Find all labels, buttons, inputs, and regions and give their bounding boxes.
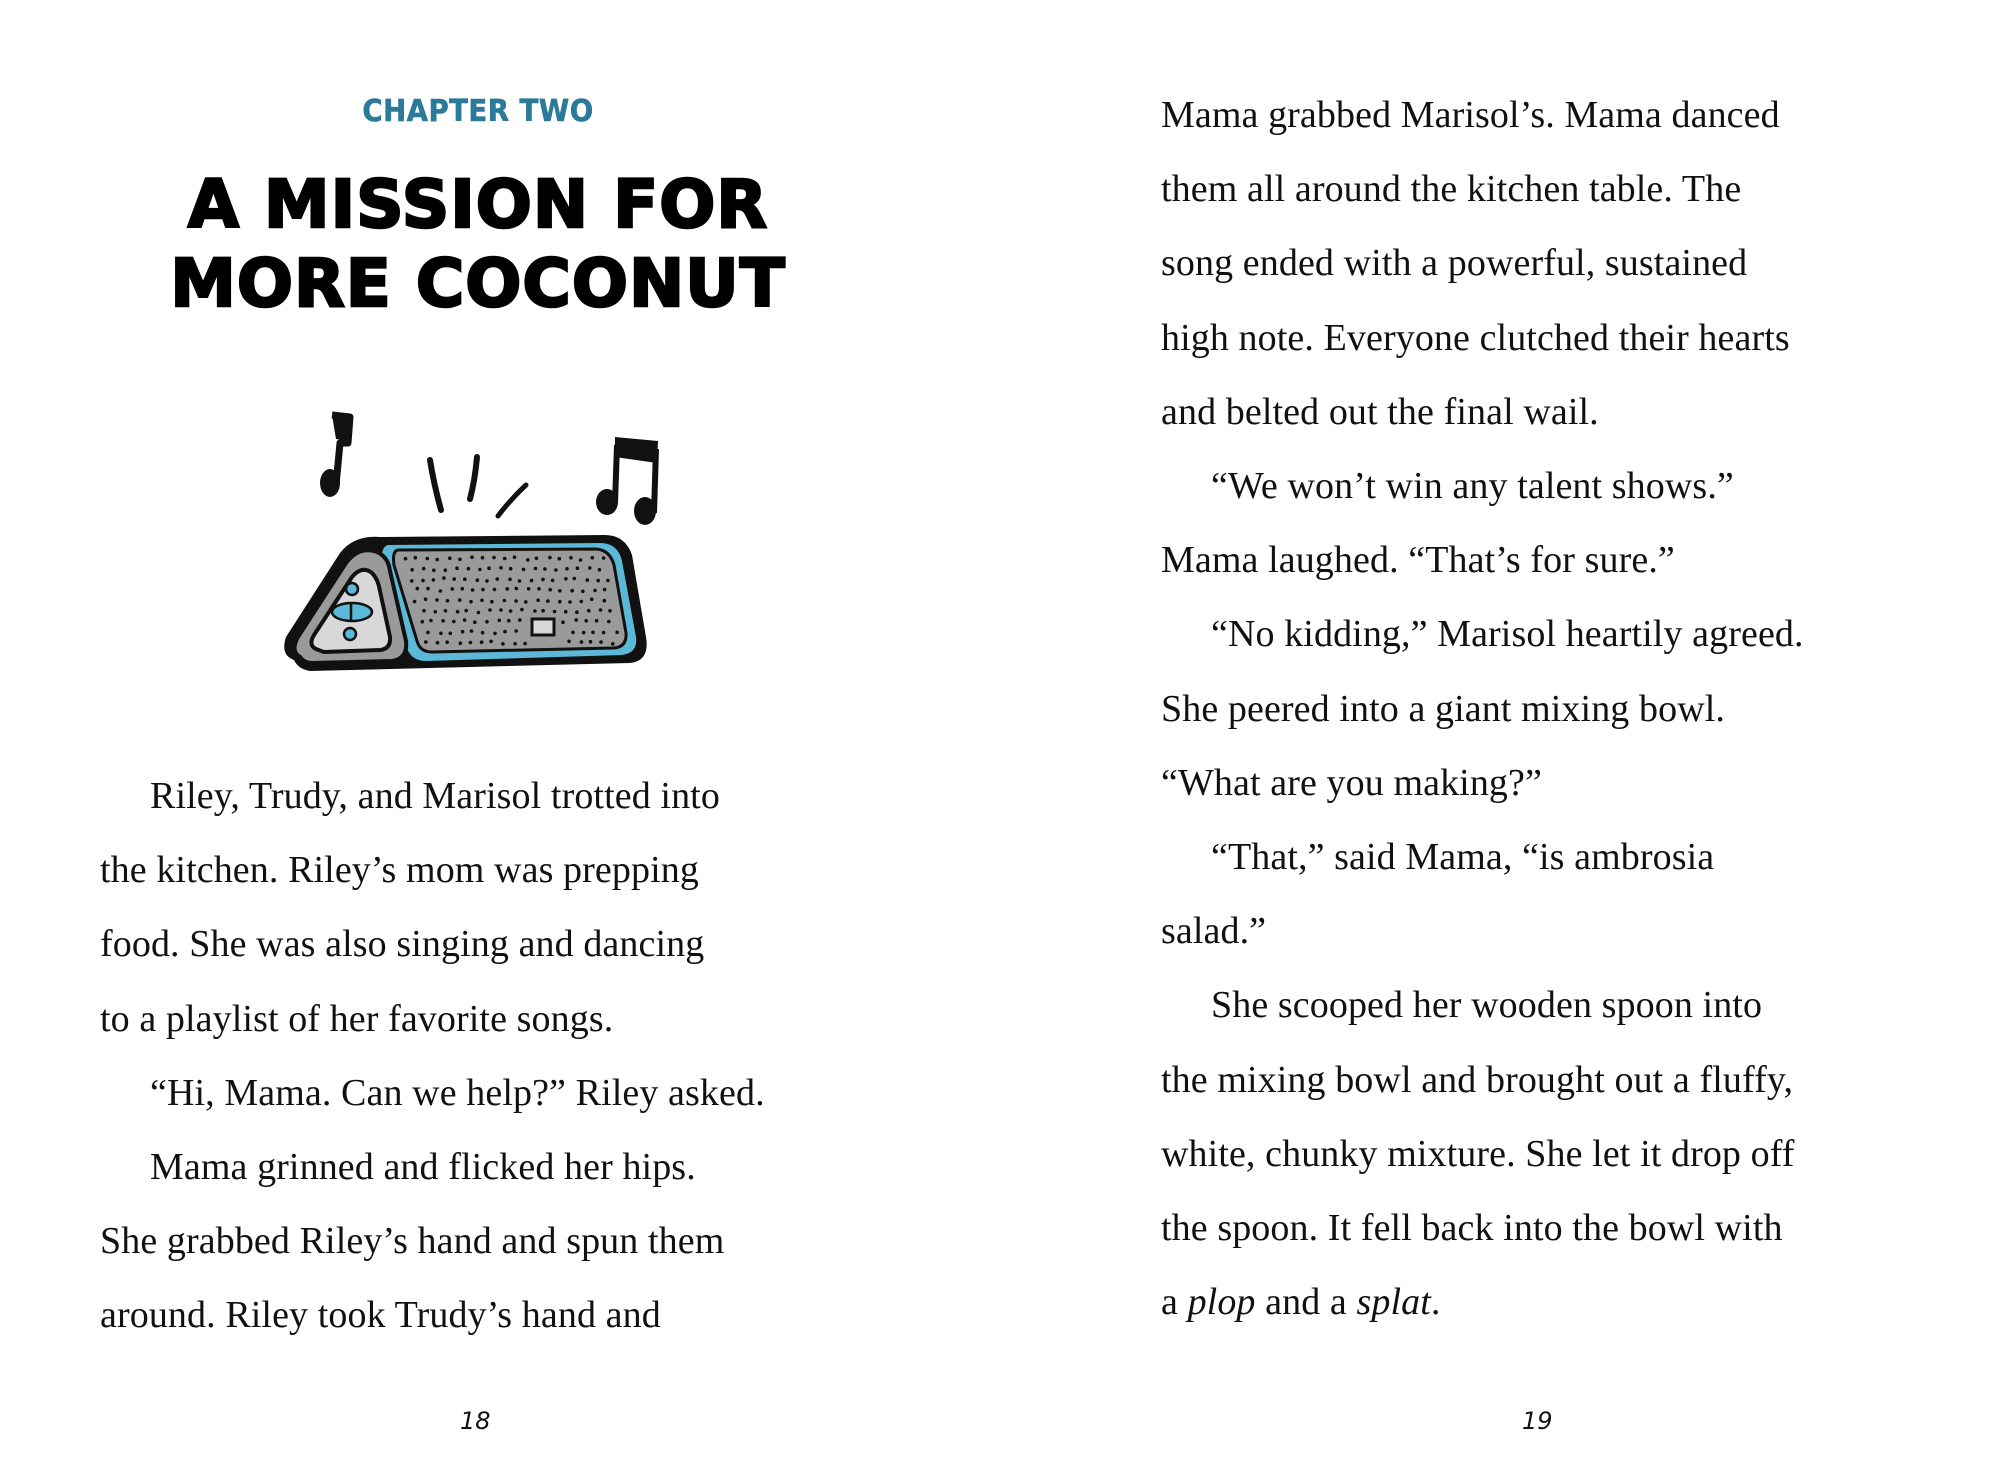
grille-dot: [570, 589, 574, 593]
chapter-title-line-2: MORE COCONUT: [170, 245, 786, 322]
grille-dot: [580, 640, 584, 644]
grille-dot: [522, 568, 526, 572]
grille-dot: [579, 558, 583, 562]
grille-dot: [513, 555, 517, 559]
grille-dot: [441, 619, 445, 623]
grille-dot: [576, 566, 580, 570]
grille-dot: [442, 576, 446, 580]
grille-dot: [469, 641, 473, 645]
grille-dot: [424, 640, 428, 644]
chapter-title-line-1: A MISSION FOR: [187, 166, 769, 243]
grille-dot: [582, 631, 586, 635]
grille-dot: [548, 556, 552, 560]
grille-dot: [458, 558, 462, 562]
grille-dot: [507, 619, 511, 623]
grille-dot: [458, 598, 462, 602]
grille-dot: [456, 610, 460, 614]
grille-dot: [574, 618, 578, 622]
grille-dot: [449, 632, 453, 636]
grille-dot: [541, 578, 545, 582]
grille-dot: [455, 566, 459, 570]
grille-dot: [558, 557, 562, 561]
grille-dot: [595, 619, 599, 623]
grille-dot: [580, 600, 584, 604]
grille-dot: [565, 567, 569, 571]
page-number-right: 19: [1522, 1407, 1553, 1435]
grille-dot: [503, 599, 507, 603]
grille-dot: [553, 610, 557, 614]
text-line: around. Riley took Trudy’s hand and: [100, 1294, 661, 1337]
grille-dot: [477, 611, 481, 615]
text-line: to a playlist of her favorite songs.: [100, 997, 614, 1040]
grille-dot: [485, 579, 489, 583]
grille-dot: [564, 577, 568, 581]
grille-dot: [509, 567, 513, 571]
text-span: and a: [1255, 1281, 1357, 1324]
grille-dot: [602, 556, 606, 560]
grille-dot: [429, 619, 433, 623]
grille-dot: [526, 558, 530, 562]
grille-dot: [416, 587, 420, 591]
grille-dot: [499, 566, 503, 570]
grille-dot: [424, 597, 428, 601]
grille-dot: [493, 588, 497, 592]
grille-dot: [470, 629, 474, 633]
grille-dot: [573, 577, 577, 581]
grille-dot: [599, 608, 603, 612]
text-line: “That,” said Mama, “is ambrosia: [1211, 836, 1715, 878]
grille-dot: [518, 579, 522, 583]
text-line: She peered into a giant mixing bowl.: [1161, 687, 1725, 730]
grille-dot: [587, 609, 591, 613]
grille-dot: [481, 556, 485, 560]
grille-dot: [469, 600, 473, 604]
grille-dot: [488, 608, 492, 612]
grille-dot: [432, 569, 436, 573]
grille-dot: [422, 567, 426, 571]
text-span: .: [1430, 1281, 1441, 1324]
grille-dot: [584, 619, 588, 623]
grille-dot: [421, 620, 425, 624]
grille-dot: [586, 578, 590, 582]
grille-dot: [523, 642, 527, 646]
grille-dot: [524, 600, 528, 604]
grille-dot: [410, 579, 414, 583]
grille-dot: [444, 609, 448, 613]
text-line: the kitchen. Riley’s mom was prepping: [100, 849, 699, 892]
grille-dot: [606, 579, 610, 583]
grille-dot: [514, 629, 518, 633]
grille-dot: [593, 589, 597, 593]
grille-dot: [422, 609, 426, 613]
grille-dot: [509, 609, 513, 613]
grille-dot: [421, 579, 425, 583]
grille-dot: [480, 640, 484, 644]
text-line: “We won’t win any talent shows.”: [1211, 465, 1734, 507]
grille-dot: [471, 588, 475, 592]
grille-dot: [487, 566, 491, 570]
grille-dot: [435, 558, 439, 562]
grille-dot: [533, 609, 537, 613]
grille-dot: [445, 640, 449, 644]
grille-dot: [498, 619, 502, 623]
grille-dot: [490, 600, 494, 604]
text-line: food. She was also singing and dancing: [100, 923, 705, 966]
grille-dot: [568, 600, 572, 604]
grille-dot: [515, 587, 519, 591]
grille-dot: [404, 557, 408, 561]
grille-dot: [489, 640, 493, 644]
grille-dot: [536, 598, 540, 602]
text-line: the mixing bowl and brought out a fluffy,: [1161, 1058, 1794, 1101]
grille-dot: [554, 568, 558, 572]
text-line: [1161, 1282, 1441, 1322]
text-line: Mama grinned and flicked her hips.: [150, 1146, 696, 1188]
grille-dot: [493, 632, 497, 636]
grille-dot: [530, 579, 534, 583]
grille-dot: [591, 556, 595, 560]
speaker-icon: [284, 535, 646, 671]
grille-dot: [478, 568, 482, 572]
text-line: Mama laughed. “That’s for sure.”: [1161, 539, 1675, 582]
grille-dot: [514, 599, 518, 603]
grille-dot: [426, 631, 430, 635]
grille-dot: [446, 599, 450, 603]
grille-dot: [464, 609, 468, 613]
grille-dot: [603, 599, 607, 603]
grille-dot: [435, 598, 439, 602]
grille-dot: [564, 610, 568, 614]
text-line: song ended with a powerful, sustained: [1161, 242, 1748, 285]
music-note-icon: [320, 415, 350, 497]
grille-dot: [434, 610, 438, 614]
grille-dot: [476, 578, 480, 582]
grille-dot: [534, 567, 538, 571]
grille-dot: [591, 631, 595, 635]
grille-dot: [473, 620, 477, 624]
grille-dot: [581, 590, 585, 594]
grille-dot: [575, 610, 579, 614]
grille-dot: [505, 587, 509, 591]
grille-dot: [558, 600, 562, 604]
grille-dot: [501, 642, 505, 646]
grille-dot: [551, 579, 555, 583]
page-number-left: 18: [460, 1407, 491, 1435]
grille-dot: [596, 579, 600, 583]
grille-dot: [513, 642, 517, 646]
grille-dot: [480, 599, 484, 603]
grille-dot: [467, 567, 471, 571]
grille-dot: [448, 556, 452, 560]
grille-dot: [495, 577, 499, 581]
text-line: She grabbed Riley’s hand and spun them: [100, 1220, 725, 1263]
grille-dot: [439, 589, 443, 593]
text-line: the spoon. It fell back into the bowl with: [1161, 1207, 1783, 1249]
grille-dot: [426, 587, 430, 591]
right-page: [1000, 0, 2000, 1481]
grille-dot: [599, 640, 603, 644]
grille-dot: [485, 620, 489, 624]
grille-dot: [452, 577, 456, 581]
grille-dot: [451, 587, 455, 591]
text-line: She scooped her wooden spoon into: [1211, 984, 1763, 1027]
grille-dot: [535, 557, 539, 561]
grille-dot: [503, 557, 507, 561]
grille-dot: [461, 587, 465, 591]
grille-dot: [463, 618, 467, 622]
text-line: Mama grabbed Marisol’s. Mama danced: [1161, 94, 1780, 136]
grille-dot: [432, 578, 436, 582]
grille-dot: [470, 555, 474, 559]
grille-dot: [548, 588, 552, 592]
grille-dot: [598, 568, 602, 572]
grille-dot: [588, 566, 592, 570]
grille-dot: [590, 597, 594, 601]
sound-lines-icon: [430, 457, 526, 516]
grille-dot: [452, 620, 456, 624]
grille-dot: [413, 600, 417, 604]
text-line: salad.”: [1161, 910, 1267, 953]
grille-dot: [463, 577, 467, 581]
grille-dot: [561, 620, 565, 624]
grille-dot: [426, 557, 430, 561]
grille-dot: [481, 631, 485, 635]
grille-dot: [611, 642, 615, 646]
grille-dot: [414, 556, 418, 560]
grille-dot: [499, 608, 503, 612]
grille-dot: [503, 630, 507, 634]
italic-word: plop: [1187, 1281, 1256, 1324]
grille-dot: [607, 620, 611, 624]
grille-dot: [481, 588, 485, 592]
text-line: white, chunky mixture. She let it drop off: [1161, 1132, 1795, 1175]
grille-dot: [459, 641, 463, 645]
text-line: and belted out the final wail.: [1161, 390, 1599, 433]
grille-dot: [602, 631, 606, 635]
grille-dot: [571, 631, 575, 635]
grille-dot: [527, 587, 531, 591]
grille-dot: [461, 630, 465, 634]
italic-word: splat: [1356, 1281, 1431, 1324]
grille-dot: [436, 641, 440, 645]
grille-dot: [589, 640, 593, 644]
grille-dot: [543, 567, 547, 571]
double-music-note-icon: [596, 437, 658, 525]
text-line: “No kidding,” Marisol heartily agreed.: [1211, 613, 1804, 656]
grille-dot: [439, 632, 443, 636]
text-line: high note. Everyone clutched their hearts: [1161, 316, 1790, 359]
grille-dot: [518, 618, 522, 622]
speaker-illustration: [270, 405, 670, 690]
grille-dot: [546, 599, 550, 603]
text-line: “What are you making?”: [1161, 761, 1542, 804]
grille-dot: [567, 640, 571, 644]
grille-dot: [569, 556, 573, 560]
grille-dot: [492, 556, 496, 560]
grille-dot: [444, 568, 448, 572]
text-line: Riley, Trudy, and Marisol trotted into: [150, 775, 720, 817]
text-line: “Hi, Mama. Can we help?” Riley asked.: [150, 1071, 765, 1114]
grille-dot: [608, 609, 612, 613]
text-span: a: [1161, 1281, 1188, 1324]
grille-dot: [410, 568, 414, 572]
grille-dot: [541, 609, 545, 613]
grille-dot: [520, 608, 524, 612]
grille-dot: [508, 578, 512, 582]
text-line: them all around the kitchen table. The: [1161, 168, 1742, 211]
grille-dot: [558, 589, 562, 593]
grille-dot: [603, 588, 607, 592]
grille-dot: [615, 631, 619, 635]
chapter-label: CHAPTER TWO: [362, 94, 594, 129]
grille-dot: [537, 587, 541, 591]
